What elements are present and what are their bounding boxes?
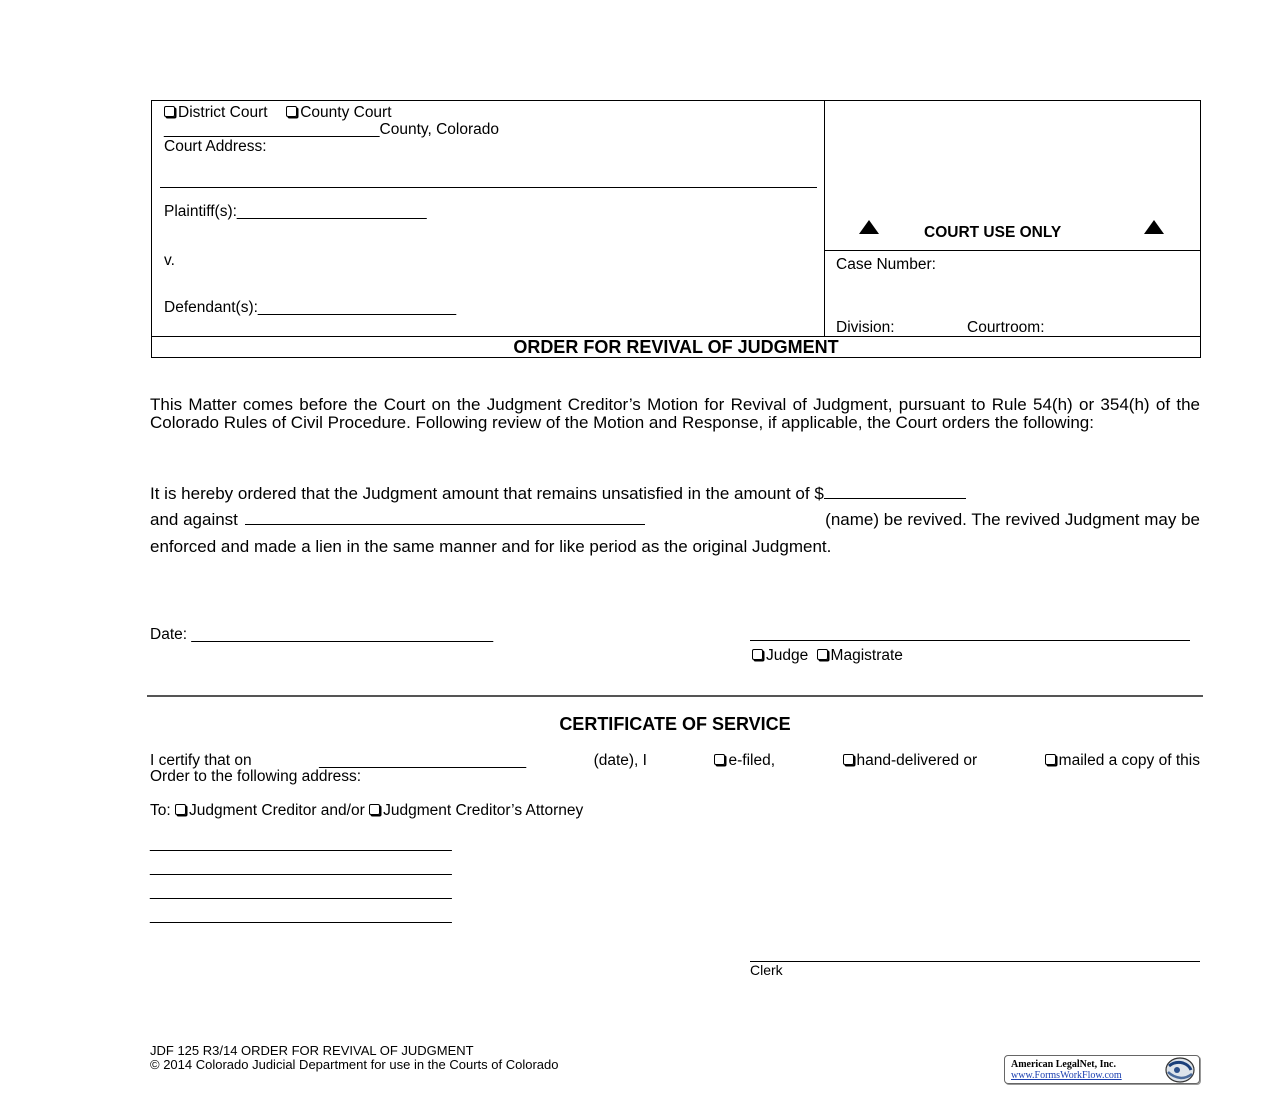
- plaintiff-line: Plaintiff(s):______________________: [164, 203, 427, 220]
- versus-label: v.: [164, 252, 175, 269]
- order-line-3: enforced and made a lien in the same manner and for like period as the original Judgment.: [150, 537, 832, 556]
- form-id: JDF 125 R3/14 ORDER FOR REVIVAL OF JUDGMENT: [150, 1043, 474, 1058]
- hand-delivered-label: hand-delivered or: [856, 752, 978, 769]
- date-line: Date: ___________________________________: [150, 626, 494, 643]
- caption-address-rule: [160, 187, 817, 188]
- order-line-2-text-b: (name) be revived. The revived Judgment may be: [825, 510, 1200, 529]
- certify-line-2: Order to the following address:: [150, 768, 362, 785]
- order-line-1-text: It is hereby ordered that the Judgment amount that remains unsatisfied in the amount of $: [150, 484, 824, 503]
- copyright: © 2014 Colorado Judicial Department for use in the Courts of Colorado: [150, 1057, 559, 1072]
- judgment-creditor-label: Judgment Creditor and/or: [189, 802, 365, 819]
- address-line[interactable]: ___________________________________: [150, 835, 452, 852]
- certificate-heading: CERTIFICATE OF SERVICE: [559, 714, 791, 734]
- caption-divider-vertical: [824, 100, 825, 337]
- address-line[interactable]: ___________________________________: [150, 907, 452, 924]
- up-arrow-right-icon: [1144, 220, 1164, 234]
- certify-text-a: I certify that on: [150, 752, 252, 769]
- american-legalnet-logo[interactable]: [1004, 1055, 1200, 1084]
- clerk-signature-line[interactable]: [750, 961, 1200, 962]
- defendant-line: Defendant(s):_______________________: [164, 299, 457, 316]
- order-line-1: [150, 484, 966, 504]
- hand-delivered-option: [843, 752, 978, 770]
- district-court-label: District Court: [178, 104, 268, 121]
- order-line-2-text-a: and against: [150, 510, 238, 529]
- certify-text-b: (date), I: [593, 752, 647, 769]
- judge-signature-line[interactable]: [750, 640, 1190, 641]
- globe-icon: [1163, 1057, 1197, 1083]
- judge-label: Judge: [766, 647, 809, 664]
- judge-checkbox[interactable]: [752, 649, 763, 660]
- magistrate-label: Magistrate: [830, 647, 903, 664]
- mailed-checkbox[interactable]: [1045, 754, 1056, 765]
- logo-url[interactable]: www.FormsWorkFlow.com: [1011, 1070, 1122, 1081]
- courtroom-label: Courtroom:: [967, 319, 1045, 336]
- intro-paragraph: This Matter comes before the Court on the Judgment Creditor’s Motion for Revival of Judgment, pursuant to Rule 54(h) or 354(h) of the Colorado Rules of Civil Procedure. Following review of the Motion and Response, if applicable, the Court orders the following:: [150, 395, 1200, 432]
- mailed-label: mailed a copy of this: [1058, 752, 1200, 769]
- recipient-row: [150, 802, 583, 820]
- county-line: _________________________County, Colorado: [164, 121, 499, 138]
- judge-magistrate-row: [752, 647, 903, 665]
- judgment-creditor-checkbox[interactable]: [175, 804, 186, 815]
- address-line[interactable]: ___________________________________: [150, 859, 452, 876]
- caption-divider-right: [824, 250, 1201, 251]
- case-number-label: Case Number:: [836, 256, 936, 273]
- creditor-attorney-checkbox[interactable]: [369, 804, 380, 815]
- up-arrow-left-icon: [859, 220, 879, 234]
- mailed-option: [1045, 752, 1200, 770]
- order-line-2: [150, 510, 1200, 530]
- court-address-label: Court Address:: [164, 138, 267, 155]
- section-divider: [147, 695, 1203, 697]
- county-court-label: County Court: [300, 104, 392, 121]
- court-use-only-label: COURT USE ONLY: [924, 224, 1062, 241]
- name-blank[interactable]: [245, 524, 645, 525]
- division-label: Division:: [836, 319, 895, 336]
- to-label: To:: [150, 802, 171, 819]
- district-court-checkbox[interactable]: [164, 106, 175, 117]
- address-line[interactable]: ___________________________________: [150, 883, 452, 900]
- certify-date-blank[interactable]: ________________________: [319, 752, 527, 769]
- creditor-attorney-label: Judgment Creditor’s Attorney: [383, 802, 584, 819]
- court-type-row: [164, 104, 392, 122]
- amount-blank[interactable]: [824, 498, 966, 499]
- clerk-label: Clerk: [750, 962, 783, 978]
- efiled-option: [714, 752, 775, 770]
- efiled-checkbox[interactable]: [714, 754, 725, 765]
- county-court-checkbox[interactable]: [286, 106, 297, 117]
- logo-name: American LegalNet, Inc.: [1011, 1059, 1116, 1070]
- magistrate-checkbox[interactable]: [817, 649, 828, 660]
- page-title: ORDER FOR REVIVAL OF JUDGMENT: [513, 337, 839, 357]
- hand-delivered-checkbox[interactable]: [843, 754, 854, 765]
- efiled-label: e-filed,: [728, 752, 776, 769]
